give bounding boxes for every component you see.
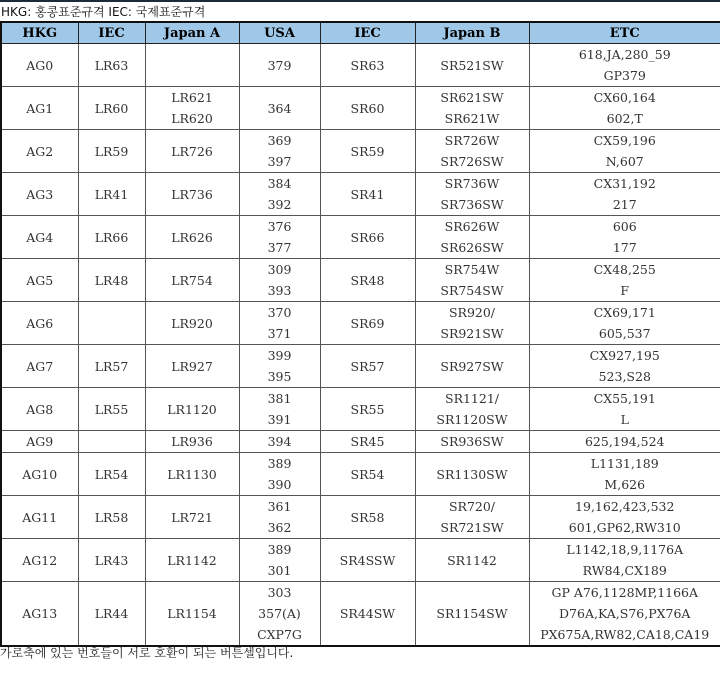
cell-iec-sr: SR45 <box>320 431 415 453</box>
cell-etc <box>529 130 720 173</box>
cell-etc-line: GP379 <box>603 68 646 83</box>
cell-etc-line: RW84,CX189 <box>582 563 667 578</box>
cell-etc-line: 606 <box>612 219 637 234</box>
cell-usa-line: 370 <box>267 305 292 320</box>
cell-hkg: AG3 <box>1 173 78 216</box>
standards-legend-note: HKG: 홍콩표준규격 IEC: 국제표준규격 <box>1 5 206 19</box>
cell-hkg: AG5 <box>1 259 78 302</box>
cell-iec: LR44 <box>78 582 145 647</box>
cell-usa-line: 389 <box>267 542 292 557</box>
cell-japan-b-line: SR726W <box>444 133 500 148</box>
cell-japan-b <box>415 582 529 647</box>
cell-etc <box>529 453 720 496</box>
cell-etc-line: M,626 <box>604 477 646 492</box>
cell-japan-a-line: LR754 <box>171 272 213 288</box>
cell-japan-a <box>145 87 239 130</box>
cell-usa <box>239 173 320 216</box>
cell-japan-b <box>415 302 529 345</box>
cell-japan-b <box>415 130 529 173</box>
cell-usa-line: 390 <box>267 477 292 492</box>
cell-japan-a <box>145 496 239 539</box>
cell-japan-a <box>145 582 239 647</box>
cell-japan-b-line: SR621W <box>444 111 500 126</box>
cell-etc-line: GP A76,1128MP,1166A <box>551 585 699 600</box>
cell-japan-a-line: LR721 <box>171 509 213 525</box>
cell-japan-b <box>415 345 529 388</box>
cell-japan-a-line: LR621 <box>171 90 213 105</box>
cell-iec: LR54 <box>78 453 145 496</box>
cell-iec <box>78 431 145 453</box>
cell-usa <box>239 345 320 388</box>
cell-usa <box>239 539 320 582</box>
cell-hkg: AG11 <box>1 496 78 539</box>
table-row <box>1 345 720 388</box>
cell-japan-b-line: SR754W <box>444 262 500 277</box>
cell-usa <box>239 431 320 453</box>
cell-japan-b-line: SR721SW <box>440 520 504 535</box>
cell-etc-line: 177 <box>612 240 637 255</box>
cell-japan-a <box>145 388 239 431</box>
cell-usa <box>239 216 320 259</box>
cell-iec-sr: SR44SW <box>320 582 415 647</box>
cell-japan-a-line: LR920 <box>171 315 213 331</box>
cell-hkg: AG4 <box>1 216 78 259</box>
cell-usa-line: 379 <box>267 57 292 73</box>
top-border-line <box>0 0 720 2</box>
cell-japan-a-line: LR626 <box>171 229 213 245</box>
table-row <box>1 44 720 87</box>
cell-usa-line: 384 <box>267 176 292 191</box>
cell-japan-b-line: SR1142 <box>447 552 497 568</box>
cell-iec-sr: SR54 <box>320 453 415 496</box>
cell-etc <box>529 582 720 647</box>
cell-japan-a <box>145 302 239 345</box>
cell-iec: LR55 <box>78 388 145 431</box>
cell-japan-b-line: SR920/ <box>448 305 496 320</box>
cell-japan-a <box>145 345 239 388</box>
cell-etc-line: 618,JA,280_59 <box>578 47 671 62</box>
cell-japan-a <box>145 453 239 496</box>
cell-hkg: AG0 <box>1 44 78 87</box>
cell-japan-b <box>415 216 529 259</box>
cell-usa <box>239 496 320 539</box>
cell-etc-line: L <box>620 412 629 427</box>
table-row <box>1 431 720 453</box>
cell-japan-b <box>415 539 529 582</box>
cell-japan-a-line: LR1154 <box>167 606 217 621</box>
cell-etc-line: 19,162,423,532 <box>575 499 675 514</box>
table-row <box>1 216 720 259</box>
cell-hkg: AG10 <box>1 453 78 496</box>
cell-usa-line: 389 <box>267 456 292 471</box>
cell-hkg: AG6 <box>1 302 78 345</box>
cell-japan-b <box>415 87 529 130</box>
table-row <box>1 302 720 345</box>
compatibility-footnote: 가로축에 있는 번호들이 서로 호환이 되는 버튼셀입니다. <box>0 646 294 660</box>
cell-iec: LR41 <box>78 173 145 216</box>
cell-japan-a-line: LR927 <box>171 358 213 374</box>
cell-usa-line: 397 <box>267 154 292 169</box>
cell-etc-line: N,607 <box>605 154 644 169</box>
cell-iec-sr: SR69 <box>320 302 415 345</box>
cell-iec-sr: SR59 <box>320 130 415 173</box>
cell-iec <box>78 302 145 345</box>
cell-etc <box>529 173 720 216</box>
cell-iec-sr: SR48 <box>320 259 415 302</box>
cell-japan-a <box>145 259 239 302</box>
cell-iec: LR43 <box>78 539 145 582</box>
cell-japan-a <box>145 173 239 216</box>
table-row <box>1 388 720 431</box>
cell-etc <box>529 539 720 582</box>
cell-usa-line: 301 <box>267 563 292 578</box>
header-japan-a: Japan A <box>145 22 239 44</box>
battery-compatibility-table <box>0 21 720 647</box>
cell-etc <box>529 87 720 130</box>
cell-usa-line: 361 <box>267 499 292 514</box>
cell-japan-b <box>415 496 529 539</box>
cell-iec: LR57 <box>78 345 145 388</box>
cell-japan-b <box>415 453 529 496</box>
cell-japan-a <box>145 44 239 87</box>
cell-usa-line: 357(A) <box>258 606 301 621</box>
table-row <box>1 582 720 647</box>
cell-iec: LR63 <box>78 44 145 87</box>
cell-usa <box>239 302 320 345</box>
cell-japan-b-line: SR927SW <box>440 358 504 374</box>
cell-hkg: AG8 <box>1 388 78 431</box>
cell-iec-sr: SR57 <box>320 345 415 388</box>
cell-usa-line: 371 <box>267 326 292 341</box>
cell-etc-line: F <box>620 283 630 298</box>
cell-usa-line: 399 <box>267 348 292 363</box>
cell-iec: LR60 <box>78 87 145 130</box>
cell-japan-b-line: SR736SW <box>440 197 504 212</box>
table-header-row <box>1 22 720 44</box>
cell-etc-line: CX69,171 <box>593 305 656 320</box>
table-row <box>1 496 720 539</box>
cell-japan-b-line: SR936SW <box>440 434 504 449</box>
cell-japan-b <box>415 44 529 87</box>
cell-usa-line: 364 <box>267 100 292 116</box>
cell-etc-line: 602,T <box>606 111 643 126</box>
cell-usa-line: 381 <box>267 391 292 406</box>
table-row <box>1 259 720 302</box>
cell-usa <box>239 388 320 431</box>
cell-etc-line: 625,194,524 <box>584 434 665 449</box>
header-etc: ETC <box>529 22 720 44</box>
cell-iec-sr: SR63 <box>320 44 415 87</box>
cell-etc-line: D76A,KA,S76,PX76A <box>559 606 691 621</box>
cell-japan-b-line: SR626W <box>444 219 500 234</box>
cell-iec: LR66 <box>78 216 145 259</box>
table-row <box>1 130 720 173</box>
cell-etc-line: 605,537 <box>598 326 651 341</box>
cell-etc <box>529 44 720 87</box>
cell-japan-b-line: SR621SW <box>440 90 504 105</box>
cell-japan-a-line: LR726 <box>171 143 213 159</box>
cell-japan-a-line: LR1142 <box>167 552 217 568</box>
cell-japan-a-line: LR736 <box>171 186 213 202</box>
cell-etc-line: CX48,255 <box>593 262 656 277</box>
cell-hkg: AG2 <box>1 130 78 173</box>
cell-usa-line: 391 <box>267 412 292 427</box>
cell-etc-line: 217 <box>612 197 637 212</box>
cell-japan-b <box>415 259 529 302</box>
cell-japan-b <box>415 388 529 431</box>
cell-usa-line: 362 <box>267 520 292 535</box>
cell-usa-line: 392 <box>267 197 292 212</box>
cell-japan-b-line: SR521SW <box>440 57 504 73</box>
cell-usa-line: 393 <box>267 283 292 298</box>
cell-etc <box>529 302 720 345</box>
header-iec: IEC <box>78 22 145 44</box>
cell-etc-line: 601,GP62,RW310 <box>568 520 681 535</box>
cell-usa-line: 376 <box>267 219 292 234</box>
cell-usa <box>239 259 320 302</box>
cell-usa <box>239 453 320 496</box>
header-usa: USA <box>239 22 320 44</box>
table-row <box>1 453 720 496</box>
cell-iec-sr: SR60 <box>320 87 415 130</box>
cell-japan-a <box>145 431 239 453</box>
cell-usa-line: 395 <box>267 369 292 384</box>
cell-etc-line: L1142,18,9,1176A <box>566 542 684 557</box>
cell-japan-a-line: LR1120 <box>167 401 217 417</box>
cell-iec: LR48 <box>78 259 145 302</box>
cell-etc <box>529 431 720 453</box>
cell-iec-sr: SR41 <box>320 173 415 216</box>
cell-japan-b-line: SR626SW <box>440 240 504 255</box>
cell-hkg: AG7 <box>1 345 78 388</box>
header-hkg: HKG <box>1 22 78 44</box>
cell-hkg: AG13 <box>1 582 78 647</box>
cell-usa-line: 369 <box>267 133 292 148</box>
cell-etc-line: PX675A,RW82,CA18,CA19 <box>540 627 710 642</box>
cell-japan-a <box>145 130 239 173</box>
cell-usa <box>239 582 320 647</box>
cell-etc-line: CX60,164 <box>593 90 656 105</box>
cell-usa-line: CXP7G <box>257 627 302 642</box>
table-row <box>1 173 720 216</box>
cell-japan-a-line: LR620 <box>171 111 213 126</box>
cell-etc-line: CX927,195 <box>589 348 660 363</box>
header-iec-sr: IEC <box>320 22 415 44</box>
cell-iec-sr: SR55 <box>320 388 415 431</box>
cell-iec: LR59 <box>78 130 145 173</box>
cell-japan-b <box>415 173 529 216</box>
cell-japan-b-line: SR1120SW <box>436 412 508 427</box>
cell-japan-b-line: SR720/ <box>448 499 496 514</box>
cell-usa <box>239 87 320 130</box>
cell-japan-b-line: SR1121/ <box>445 391 499 406</box>
cell-hkg: AG1 <box>1 87 78 130</box>
cell-etc <box>529 259 720 302</box>
cell-usa-line: 394 <box>267 434 292 449</box>
cell-japan-a-line: LR1130 <box>167 466 217 482</box>
cell-japan-b-line: SR921SW <box>440 326 504 341</box>
cell-japan-a-line: LR936 <box>171 434 213 449</box>
cell-etc <box>529 345 720 388</box>
cell-japan-b-line: SR736W <box>444 176 500 191</box>
cell-etc-line: CX31,192 <box>593 176 656 191</box>
cell-usa-line: 303 <box>267 585 292 600</box>
cell-japan-b-line: SR726SW <box>440 154 504 169</box>
cell-japan-b-line: SR1130SW <box>436 466 508 482</box>
cell-etc <box>529 388 720 431</box>
table-row <box>1 539 720 582</box>
header-japan-b: Japan B <box>415 22 529 44</box>
cell-iec-sr: SR4SSW <box>320 539 415 582</box>
table-body <box>1 44 720 647</box>
cell-japan-b-line: SR754SW <box>440 283 504 298</box>
cell-iec: LR58 <box>78 496 145 539</box>
cell-usa-line: 377 <box>267 240 292 255</box>
cell-iec-sr: SR58 <box>320 496 415 539</box>
cell-japan-b <box>415 431 529 453</box>
cell-japan-a <box>145 539 239 582</box>
cell-japan-b-line: SR1154SW <box>436 606 508 621</box>
cell-hkg: AG12 <box>1 539 78 582</box>
cell-japan-a <box>145 216 239 259</box>
cell-etc-line: CX55,191 <box>593 391 656 406</box>
cell-usa <box>239 44 320 87</box>
cell-usa <box>239 130 320 173</box>
cell-hkg: AG9 <box>1 431 78 453</box>
cell-etc-line: 523,S28 <box>598 369 651 384</box>
cell-usa-line: 309 <box>267 262 292 277</box>
cell-etc-line: CX59,196 <box>593 133 656 148</box>
cell-etc-line: L1131,189 <box>590 456 659 471</box>
cell-iec-sr: SR66 <box>320 216 415 259</box>
cell-etc <box>529 216 720 259</box>
table-row <box>1 87 720 130</box>
cell-etc <box>529 496 720 539</box>
